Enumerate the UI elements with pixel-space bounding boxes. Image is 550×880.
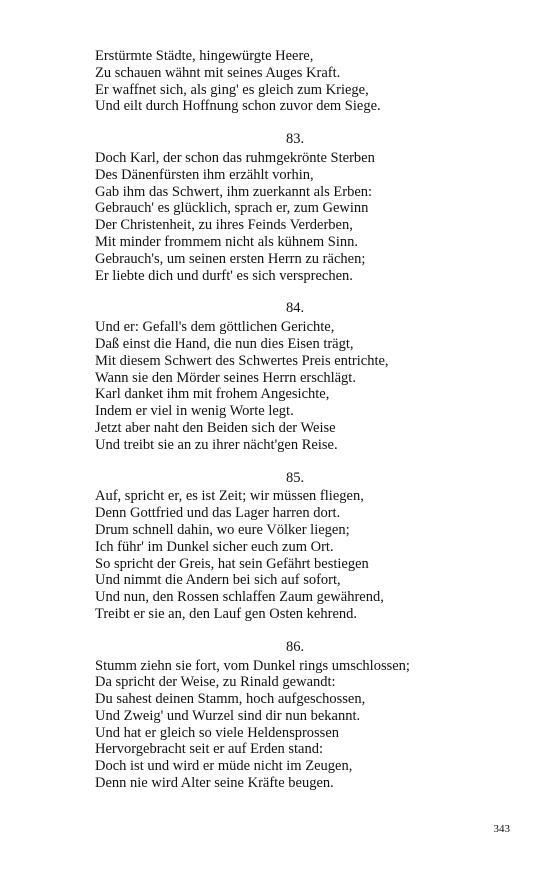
verse-line: Denn Gottfried und das Lager harren dort. (95, 505, 341, 522)
stanza-number: 86. (285, 638, 305, 655)
verse-line: Auf, spricht er, es ist Zeit; wir müssen fliegen, (95, 488, 364, 505)
verse-line: Karl danket ihm mit frohem Angesichte, (95, 386, 330, 403)
verse-line: Drum schnell dahin, wo eure Völker liegen; (95, 521, 350, 538)
verse-line: Doch Karl, der schon das ruhmgekrönte Sterben (95, 149, 375, 166)
verse-line: Des Dänenfürsten ihm erzählt vorhin, (95, 166, 314, 183)
verse-line: Er waffnet sich, als ging' es gleich zum Kriege, (95, 81, 369, 98)
verse-line: Indem er viel in wenig Worte legt. (95, 403, 294, 420)
stanza-number: 83. (285, 131, 305, 148)
stanza-86 (95, 639, 495, 792)
verse-line: Ich führ' im Dunkel sicher euch zum Ort. (95, 538, 334, 555)
stanza-fragment (95, 48, 495, 115)
verse-line: Gebrauch's, um seinen ersten Herrn zu rächen; (95, 250, 366, 267)
verse-line: Jetzt aber naht den Beiden sich der Weise (95, 419, 336, 436)
verse-line: Mit diesem Schwert des Schwertes Preis entrichte, (95, 352, 389, 369)
verse-line: So spricht der Greis, hat sein Gefährt bestiegen (95, 555, 369, 572)
verse-line: Denn nie wird Alter seine Kräfte beugen. (95, 775, 334, 792)
verse-line: Da spricht der Weise, zu Rinald gewandt: (95, 674, 336, 691)
verse-line: Und er: Gefall's dem göttlichen Gerichte, (95, 319, 335, 336)
stanza-number: 85. (285, 469, 305, 486)
stanza-83 (95, 131, 495, 284)
verse-line: Erstürmte Städte, hingewürgte Heere, (95, 48, 314, 64)
verse-line: Und nimmt die Andern bei sich auf sofort, (95, 572, 341, 589)
stanza-84 (95, 300, 495, 453)
verse-line: Gebrauch' es glücklich, sprach er, zum Gewinn (95, 200, 369, 217)
verse-line: Der Christenheit, zu ihres Feinds Verderben, (95, 217, 353, 234)
verse-line: Wann sie den Mörder seines Herrn erschlägt. (95, 369, 356, 386)
stanza-number: 84. (285, 300, 305, 317)
verse-line: Stumm ziehn sie fort, vom Dunkel rings umschlossen; (95, 657, 410, 674)
page-number: 343 (493, 823, 510, 835)
verse-line: Du sahest deinen Stamm, hoch aufgeschossen, (95, 691, 366, 708)
verse-line: Treibt er sie an, den Lauf gen Osten kehrend. (95, 605, 357, 622)
verse-line: Und Zweig' und Wurzel sind dir nun bekannt. (95, 707, 361, 724)
verse-line: Und eilt durch Hoffnung schon zuvor dem Siege. (95, 98, 381, 115)
verse-line: Er liebte dich und durft' es sich versprechen. (95, 267, 353, 284)
verse-line: Mit minder frommem nicht als kühnem Sinn. (95, 233, 358, 250)
verse-line: Und treibt sie an zu ihrer nächt'gen Reise. (95, 436, 338, 453)
verse-line: Und hat er gleich so viele Heldensprossen (95, 724, 340, 741)
verse-line: Daß einst die Hand, die nun dies Eisen trägt, (95, 335, 354, 352)
verse-column (95, 48, 495, 808)
verse-line: Zu schauen wähnt mit seines Auges Kraft. (95, 64, 341, 81)
verse-line: Gab ihm das Schwert, ihm zuerkannt als Erben: (95, 183, 373, 200)
verse-line: Hervorgebracht seit er auf Erden stand: (95, 741, 324, 758)
verse-line: Und nun, den Rossen schlaffen Zaum gewährend, (95, 589, 384, 606)
stanza-85 (95, 470, 495, 623)
verse-line: Doch ist und wird er müde nicht im Zeugen, (95, 758, 353, 775)
